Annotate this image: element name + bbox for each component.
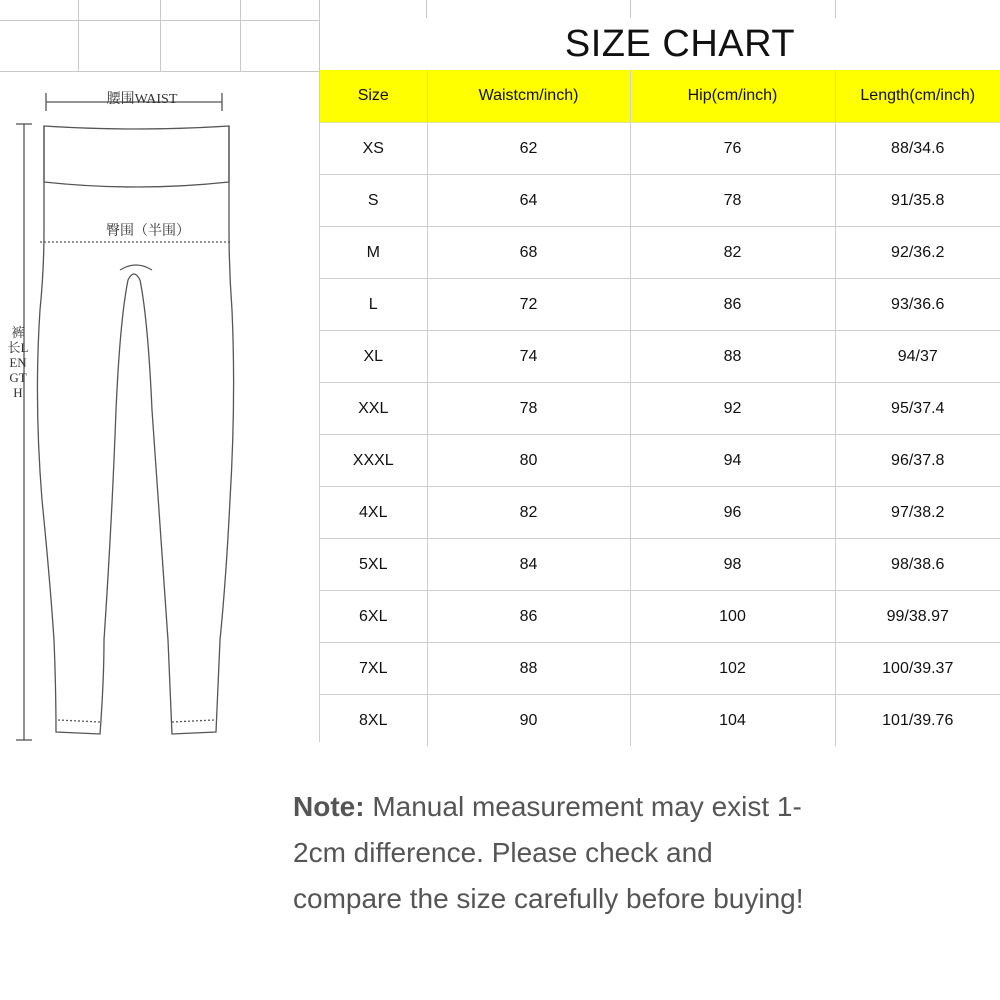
cell-waist: 88: [427, 643, 630, 695]
cell-hip: 82: [630, 227, 835, 279]
cell-size: XXXL: [320, 435, 427, 487]
measurement-note: [293, 784, 813, 922]
cell-hip: 76: [630, 123, 835, 175]
cell-size: L: [320, 279, 427, 331]
cell-hip: 102: [630, 643, 835, 695]
cell-size: 6XL: [320, 591, 427, 643]
table-row: [320, 591, 1000, 643]
note-text: Manual measurement may exist 1-2cm difference. Please check and compare the size carefully before buying!: [293, 791, 804, 914]
table-row: [320, 279, 1000, 331]
leggings-outline-icon: [0, 80, 320, 750]
note-label: Note:: [293, 791, 365, 822]
cell-size: 4XL: [320, 487, 427, 539]
hip-label: 臀围（半围）: [106, 224, 190, 239]
cell-hip: 98: [630, 539, 835, 591]
size-table: [320, 70, 1000, 746]
cell-waist: 90: [427, 695, 630, 747]
cell-size: M: [320, 227, 427, 279]
cell-size: XL: [320, 331, 427, 383]
cell-waist: 82: [427, 487, 630, 539]
cell-hip: 104: [630, 695, 835, 747]
cell-hip: 88: [630, 331, 835, 383]
table-row: [320, 695, 1000, 747]
cell-size: 8XL: [320, 695, 427, 747]
cell-length: 100/39.37: [835, 643, 1000, 695]
table-row: [320, 435, 1000, 487]
cell-length: 94/37: [835, 331, 1000, 383]
cell-hip: 92: [630, 383, 835, 435]
header-size: Size: [320, 70, 427, 123]
cell-waist: 74: [427, 331, 630, 383]
cell-hip: 96: [630, 487, 835, 539]
cell-waist: 62: [427, 123, 630, 175]
table-row: [320, 123, 1000, 175]
cell-length: 97/38.2: [835, 487, 1000, 539]
cell-length: 93/36.6: [835, 279, 1000, 331]
spreadsheet-gridlines: [0, 0, 320, 72]
cell-size: XS: [320, 123, 427, 175]
cell-waist: 64: [427, 175, 630, 227]
header-length: Length(cm/inch): [835, 70, 1000, 123]
cell-waist: 68: [427, 227, 630, 279]
cell-waist: 86: [427, 591, 630, 643]
cell-hip: 100: [630, 591, 835, 643]
table-row: [320, 331, 1000, 383]
cell-length: 92/36.2: [835, 227, 1000, 279]
cell-hip: 94: [630, 435, 835, 487]
chart-title: SIZE CHART: [564, 23, 796, 65]
cell-length: 101/39.76: [882, 711, 954, 729]
cell-size: 5XL: [320, 539, 427, 591]
cell-length: 96/37.8: [835, 435, 1000, 487]
cell-waist: 72: [427, 279, 630, 331]
cell-size: S: [320, 175, 427, 227]
cell-length: 98/38.6: [835, 539, 1000, 591]
waist-label: 腰围WAIST: [106, 92, 178, 107]
header-hip: Hip(cm/inch): [630, 70, 835, 123]
table-row: [320, 643, 1000, 695]
header-waist: Waistcm/inch): [427, 70, 630, 123]
cell-waist: 78: [427, 383, 630, 435]
table-row: [320, 539, 1000, 591]
cell-waist: 84: [427, 539, 630, 591]
cell-size: XXL: [320, 383, 427, 435]
table-row: [320, 383, 1000, 435]
cell-hip: 78: [630, 175, 835, 227]
cell-length: 95/37.4: [835, 383, 1000, 435]
table-header-row: [320, 70, 1000, 123]
leggings-diagram: [0, 80, 320, 750]
cell-length: 88/34.6: [835, 123, 1000, 175]
cell-waist: 80: [427, 435, 630, 487]
cell-length: 91/35.8: [835, 175, 1000, 227]
table-row: [320, 175, 1000, 227]
table-row: [320, 487, 1000, 539]
cell-length: 99/38.97: [835, 591, 1000, 643]
length-label: 裤长LENGTH: [7, 325, 29, 400]
cell-size: 7XL: [320, 643, 427, 695]
cell-hip: 86: [630, 279, 835, 331]
table-row: [320, 227, 1000, 279]
